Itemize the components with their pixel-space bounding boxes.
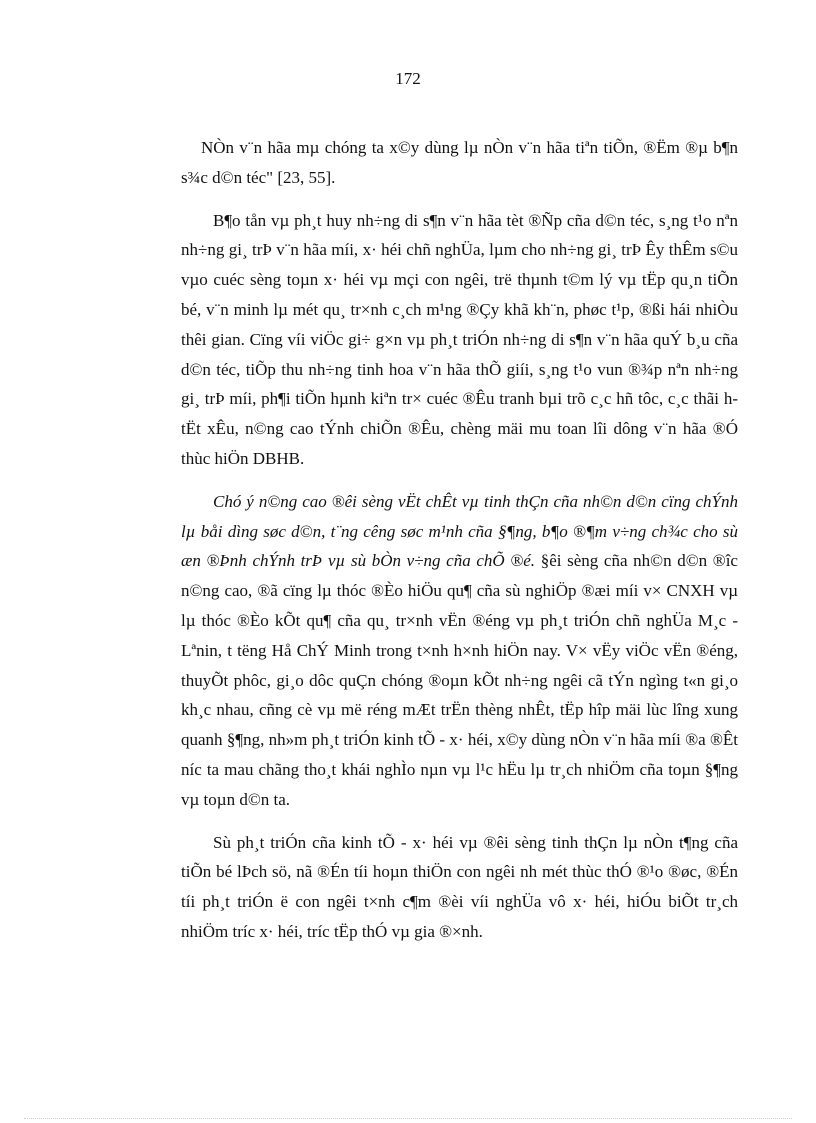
body-text	[181, 133, 738, 960]
italic-lead-sentence: Chó ý n©ng cao ®êi sèng vËt chÊt vµ tinh thÇn cña nh©n d©n cïng chÝnh lµ båi dìng søc d©n, t¨ng cêng søc m¹nh cña §¶ng, b¶o ®¶m v÷ng ch¾c cho sù æn ®Þnh chÝnh trÞ vµ sù bÒn v÷ng cña chÕ ®é.	[181, 491, 738, 571]
paragraph-living-standards	[181, 487, 738, 815]
paragraph-preserve-culture: B¶o tån vµ ph¸t huy nh÷ng di s¶n v¨n hãa tèt ®Ñp cña d©n téc, s¸ng t¹o nªn nh÷ng gi¸ trÞ v¨n hãa míi, x· héi chñ nghÜa, lµm cho nh÷ng gi¸ trÞ Êy thÊm s©u vµo cuéc sèng toµn x· héi vµ mçi con ngêi, trë thµnh t©m lý vµ tËp qu¸n tiÕn bé, v¨n minh lµ mét qu¸ tr×nh c¸ch m¹ng ®Çy khã kh¨n, phøc t¹p, ®ßi hái nhiÒu thêi gian. Cïng víi viÖc gi÷ g×n vµ ph¸t triÓn nh÷ng di s¶n v¨n hãa quÝ b¸u cña d©n téc, tiÕp thu nh÷ng tinh hoa v¨n hãa thÕ giíi, s¸ng t¹o vun ®¾p nªn nh÷ng gi¸ trÞ míi, ph¶i tiÕn hµnh kiªn tr× cuéc ®Êu tranh bµi trõ c¸c hñ tôc, c¸c thãi h tËt xÊu, n©ng cao tÝnh chiÕn ®Êu, chèng mäi mu toan lîi dông v¨n hãa ®Ó thùc hiÖn DBHB.	[181, 210, 738, 468]
paragraph-continuation: §êi sèng cña nh©n d©n ®îc n©ng cao, ®ã cïng lµ thóc ®Èo hiÖu qu¶ cña sù nghiÖp ®æi míi v× CNXH vµ lµ thóc ®Èo kÕt qu¶ cña qu¸ tr×nh vËn ®éng vµ ph¸t triÓn chñ nghÜa M¸c - Lªnin, t tëng Hå ChÝ Minh trong t×nh h×nh hiÖn nay. V× vËy viÖc vËn ®éng, thuyÕt phôc, gi¸o dôc quÇn chóng ®oµn kÕt nh÷ng ngêi cã tÝn ngìng t«n gi¸o kh¸c nhau, cñng cè vµ më réng mÆt trËn thèng nhÊt, tËp hîp mäi lùc lîng xung quanh §¶ng, nh»m ph¸t triÓn kinh tÕ - x· héi, x©y dùng nÒn v¨n hãa míi ®a ®Êt níc ta mau chãng tho¸t khái nghÌo nµn vµ l¹c hËu lµ tr¸ch nhiÖm cña toµn §¶ng vµ toµn d©n ta.	[181, 551, 738, 809]
page-bottom-divider	[24, 1118, 792, 1119]
paragraph-socio-economic: Sù ph¸t triÓn cña kinh tÕ - x· héi vµ ®êi sèng tinh thÇn lµ nÒn t¶ng cña tiÕn bé lÞch sö, nã ®Én tíi hoµn thiÖn con ngêi nh mét thùc thÓ ®¹o ®øc, ®Én tíi ph¸t triÓn ë con ngêi t×nh c¶m ®èi víi nghÜa vô x· héi, hiÓu biÕt tr¸ch nhiÖm tríc x· héi, tríc tËp thÓ vµ gia ®×nh.	[181, 832, 738, 941]
page-number: 172	[395, 69, 421, 88]
paragraph-quote-end: NÒn v¨n hãa mµ chóng ta x©y dùng lµ nÒn v¨n hãa tiªn tiÕn, ®Ëm ®µ b¶n s¾c d©n téc" [23, 55].	[181, 138, 738, 187]
